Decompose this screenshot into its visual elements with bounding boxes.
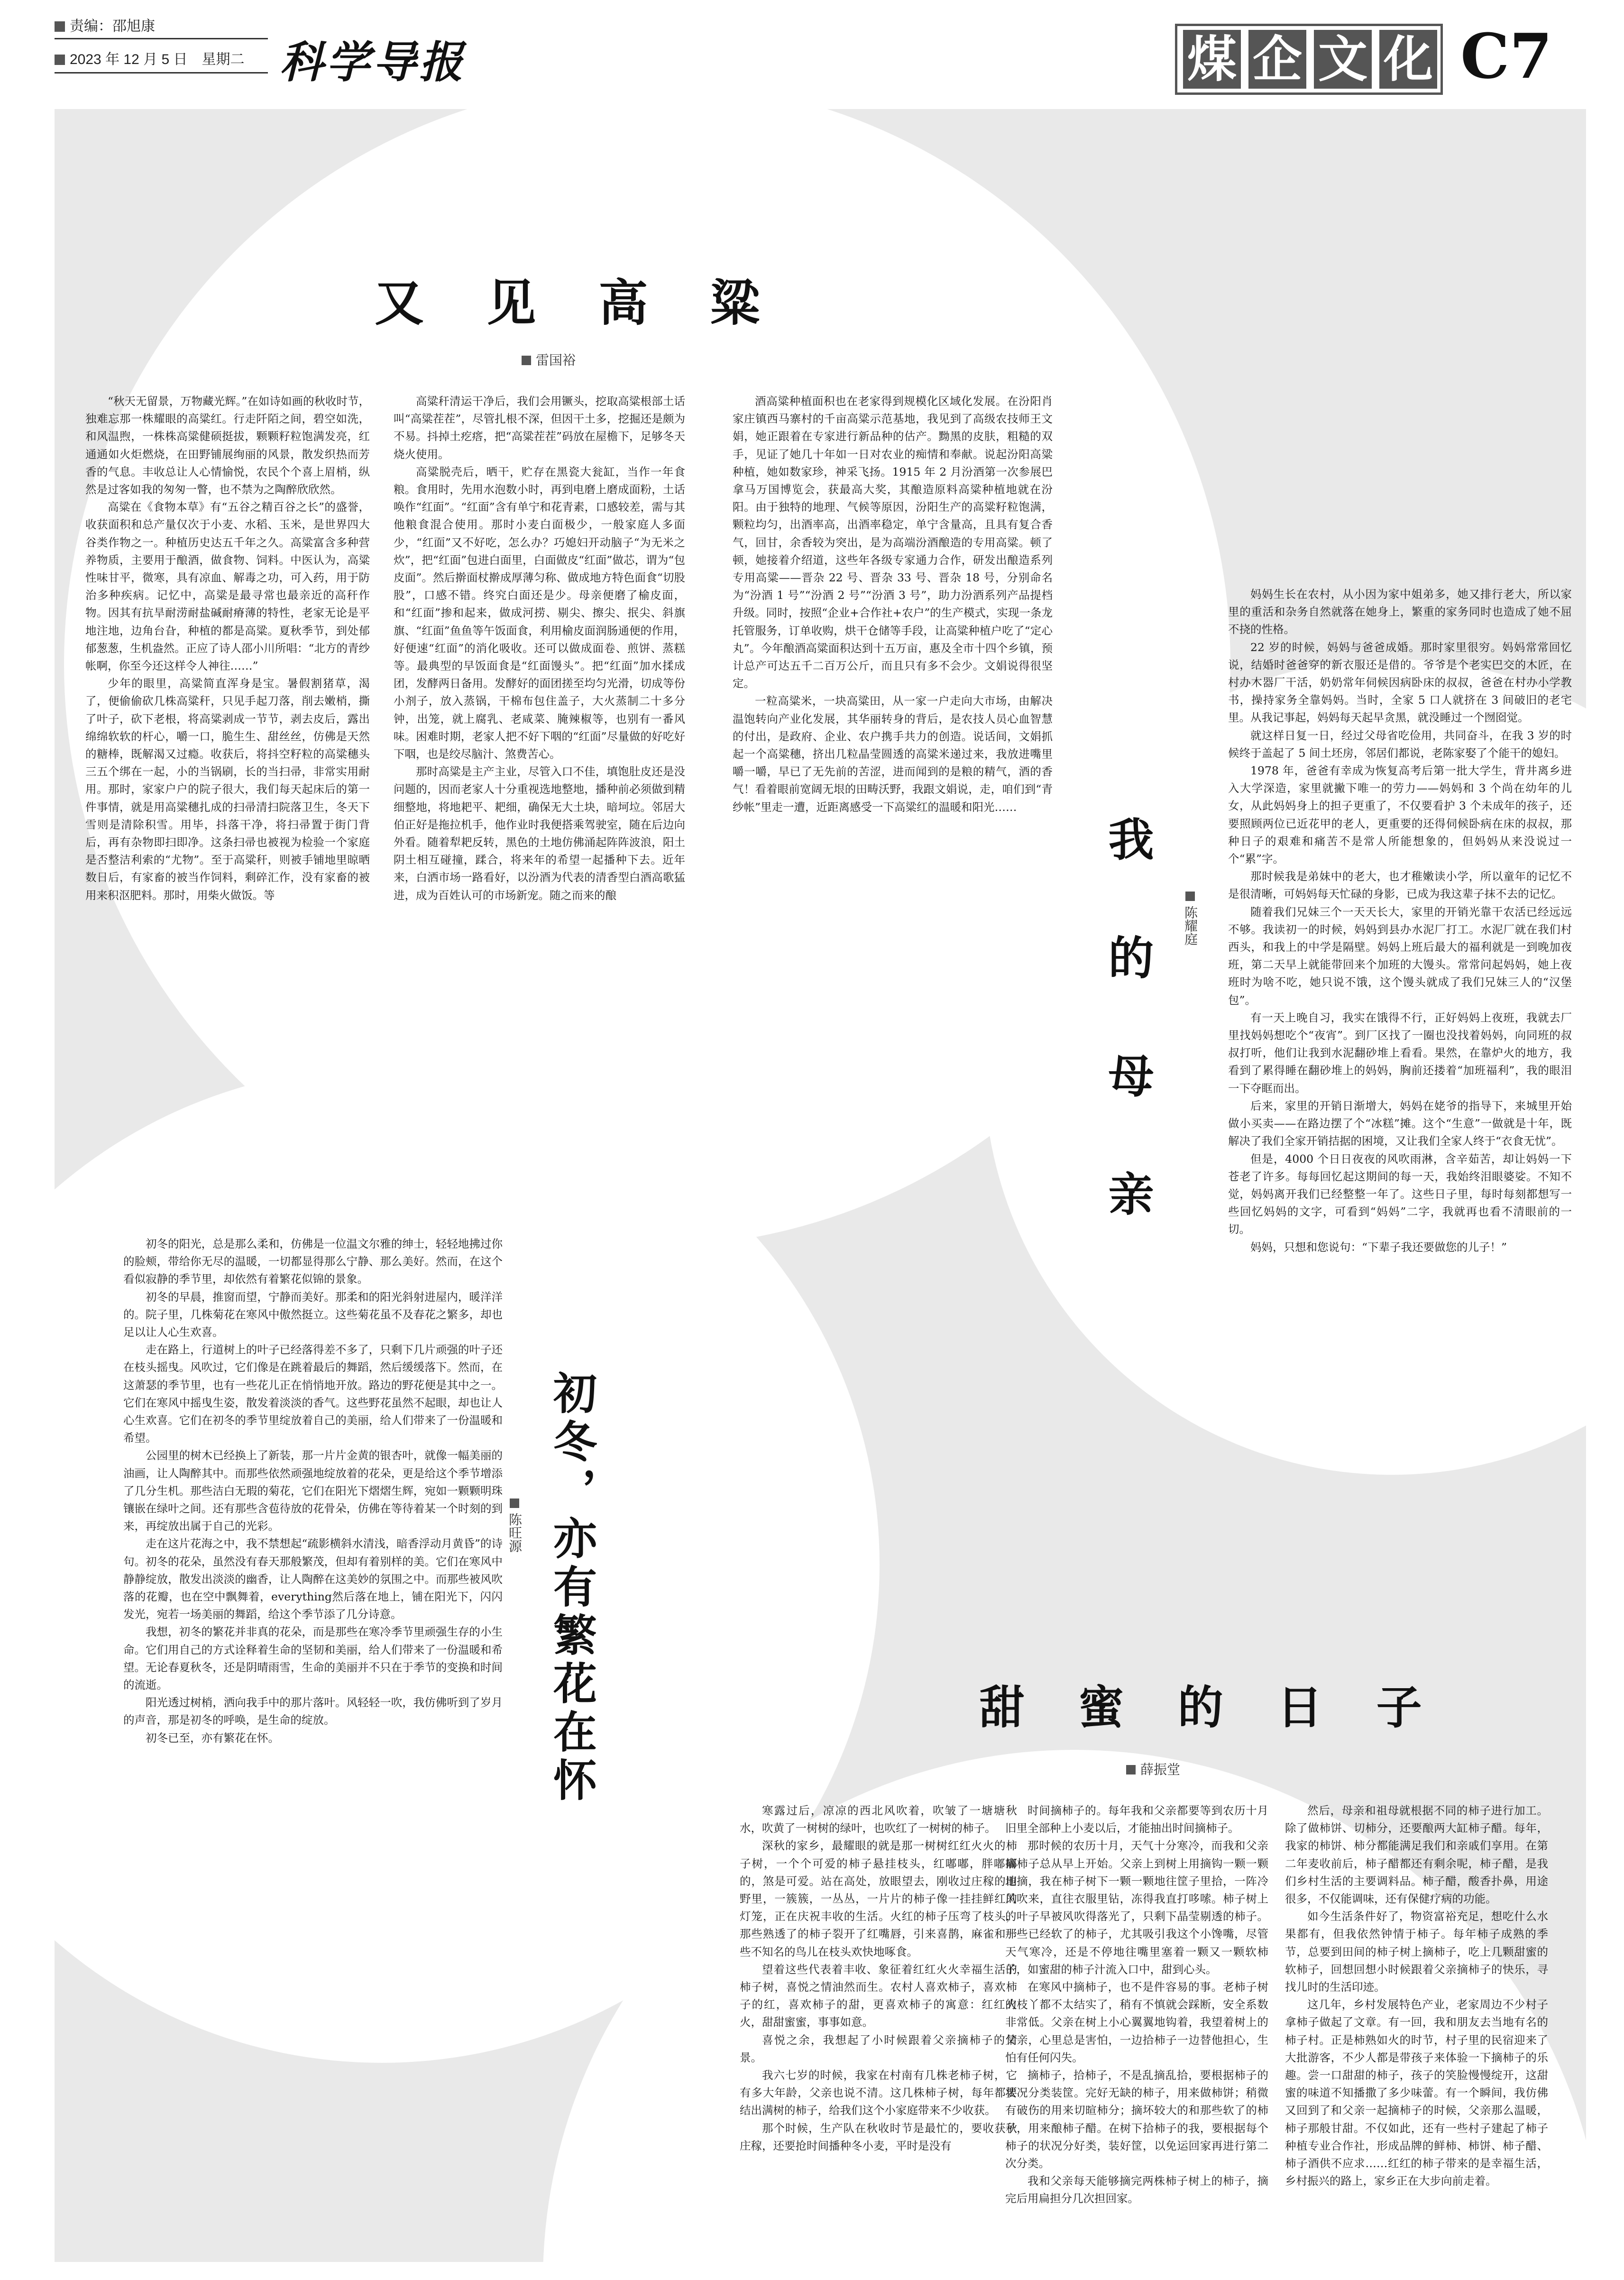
article-column: 酒高粱种植面积也在老家得到规模化区域化发展。在汾阳肖家庄镇西马寨村的千亩高粱示范基地，我见到了高级农技师王文娟，她正跟着在专家进行新品种的估产。黝黑的皮肤，粗糙的双手，见证了她几十年如一日对农业的痴情和奉献。说起汾阳高粱种植，她如数家珍，神采飞扬。1915 年 2 月汾酒第一次参展巴拿马万国博览会，获最高大奖，其酿造原料高粱种植地就在汾阳。由于独特的地理、气候等原因，汾阳生产的高粱籽粒饱满，颗粒均匀，出酒率高，出酒率稳定，单宁含量高，且具有复合香气，回甘，余香较为突出，是为高端汾酒酿造的专用高粱。顿了顿，她接着介绍道，这些年各级专家通力合作，研发出酿造系列专用高粱——晋杂 22 号、晋杂 33 号、晋杂 18 号，分别命名为“汾酒 1 号”“汾酒 2 号”“汾酒 3 号”，助力汾酒系列产品提档升级。同时，按照“企业+合作社+农户”的生产模式，实现一条龙托管服务，订单收购，烘干仓储等手段，让高粱种植户吃了“定心丸”。今年酿酒高粱面积达到十五万亩，惠及全市十四个乡镇，预计总产可达五千二百万公斤，而且只有多不会少。文娟说得很坚定。 一粒高粱米，一块高粱田，从一家一户走向大市场，由解决温饱转向产业化发展，其华丽转身的背后，是农技人员心血智慧的付出，是政府、企业、农户携手共力的创造。说话间，文娟抓起一个高粱穗，挤出几粒晶莹圆透的高粱米递过来，我放进嘴里嚼一嚼，早已了无先前的苦涩，进而闻到的是粮的精气，酒的香气！看着眼前宽阔无垠的田畴沃野，我跟文娟说，走，咱们到“青纱帐”里走一遭，近距离感受一下高粱红的温暖和阳光…… [733, 395, 1053, 814]
article-title-chudong: 初冬，亦有繁花在怀 [546, 1370, 597, 1806]
header-rule [55, 38, 268, 39]
bullet-square-icon [1126, 1765, 1136, 1774]
byline-chudong: 陈旺源 [505, 1499, 524, 1553]
byline-muqin: 陈耀庭 [1181, 892, 1200, 946]
page-number: C7 [1460, 20, 1552, 92]
article-title-tianmi: 甜 蜜 的 日 子 [979, 1681, 1441, 1734]
header-rule [55, 72, 268, 74]
editor-line: 责编：邵旭康 [55, 14, 155, 35]
bullet-square-icon [55, 21, 65, 32]
byline-tianmi: 薛振堂 [1126, 1759, 1180, 1778]
section-char: 文 [1314, 30, 1372, 89]
article-column: “秋天无留景，万物藏光辉。”在如诗如画的秋收时节，独难忘那一株耀眼的高粱红。行走阡陌之间，碧空如洗，和风温煦，一株株高粱健硕挺拔，颗颗籽粒饱满发亮，红通通如火炬燃烧，在田野铺展绚丽的风景，散发织热而芳香的气息。丰收总让人心情愉悦，农民个个喜上眉梢，纵然是过客如我的匆匆一瞥，也不禁为之陶醉欣欣然。 高粱在《食物本草》有“五谷之精百谷之长”的盛誉，收获面积和总产量仅次于小麦、水稻、玉米，是世界四大谷类作物之一。种植历史达五千年之久。高粱富含多种营养物质，主要用于酿酒，做食物、饲料。中医认为，高粱性味甘平，微寒，具有凉血、解毒之功，可入药，用于防治多种疾病。记忆中，高粱是最寻常也最亲近的高秆作物。因其有抗旱耐涝耐盐碱耐瘠薄的特性，老家无论是平地注地，边角台旮，种植的都是高粱。夏秋季节，到处郁郁葱葱，生机盎然。正应了诗人邵小川所唱：“北方的青纱帐啊，你至今还这样令人神往……” 少年的眼里，高粱简直浑身是宝。暑假割猪草，渴了，便偷偷砍几株高粱秆，只见手起刀落，削去嫩梢，撕了叶子，砍下老根，将高粱剥成一节节，剥去皮后，露出绵绵软软的杆心，嚼一口，脆生生、甜丝丝，仿佛是天然的糖棒，既解渴又过瘾。收获后，将抖空籽粒的高粱穗头三五个绑在一起，小的当锅刷，长的当扫帚，非常实用耐用。那时，家家户户的院子很大，我们每天起床后的第一件事情，就是用高粱穗扎成的扫帚清扫院落卫生，冬天下雪则是清除积雪。用毕，抖落干净，将扫帚置于街门背后，再有杂物即扫即净。这条扫帚也被视为检验一个家庭是否整洁利索的“尤物”。至于高粱秆，则被手铺地里晾晒数日后，有家畜的被当作饲料，剩碎汇作，没有家畜的被用来积沤肥料。那时，用柴火做饭。等 [85, 395, 370, 902]
article-column: 初冬的阳光，总是那么柔和，仿佛是一位温文尔雅的绅士，轻轻地拂过你的脸颊，带给你无尽的温暖，一切都显得那么宁静、那么美好。然而，在这个看似寂静的季节里，却依然有着繁花似锦的景象。 初冬的早晨，推窗而望，宁静而美好。那柔和的阳光斜射进屋内，暖洋洋的。院子里，几株菊花在寒风中傲然挺立。这些菊花虽不及春花之繁多，却也足以让人心生欢喜。 走在路上，行道树上的叶子已经落得差不多了，只剩下几片顽强的叶子还在枝头摇曳。风吹过，它们像是在跳着最后的舞蹈，然后缓缓落下。然而，在这萧瑟的季节里，也有一些花儿正在悄悄地开放。路边的野花便是其中之一。它们在寒风中摇曳生姿，散发着淡淡的香气。这些野花虽然不起眼，却也让人心生欢喜。它们在初冬的季节里绽放着自己的美丽，给人们带来了一份温暖和希望。 公园里的树木已经换上了新装，那一片片金黄的银杏叶，就像一幅美丽的油画，让人陶醉其中。而那些依然顽强地绽放着的花朵，更是给这个季节增添了几分生机。那些洁白无瑕的菊花，它们在阳光下熠熠生辉，宛如一颗颗明珠镶嵌在绿叶之间。还有那些含苞待放的花骨朵，仿佛在等待着某一个时刻的到来，再绽放出属于自己的光彩。 走在这片花海之中，我不禁想起“疏影横斜水清浅，暗香浮动月黄昏”的诗句。初冬的花朵，虽然没有春天那般繁茂，但却有着别样的美。它们在寒风中静静绽放，散发出淡淡的幽香，让人陶醉在这美妙的氛围之中。而那些被风吹落的花瓣，也在空中飘舞着，everything然后落在地上，铺在阳光下，闪闪发光，宛若一场美丽的舞蹈，给这个季节添了几分诗意。 我想，初冬的繁花并非真的花朵，而是那些在寒冷季节里顽强生存的小生命。它们用自己的方式诠释着生命的坚韧和美丽，给人们带来了一份温暖和希望。无论春夏秋冬，还是阴晴雨雪，生命的美丽并不只在于季节的变换和时间的流逝。 阳光透过树梢，洒向我手中的那片落叶。风轻轻一吹，我仿佛听到了岁月的声音，那是初冬的呼唤，是生命的绽放。 初冬已至，亦有繁花在怀。 [123, 1237, 503, 1745]
bullet-square-icon [510, 1499, 519, 1508]
article-column: 妈妈生长在农村，从小因为家中姐弟多，她又排行老大，所以家里的重活和杂务自然就落在她身上，繁重的家务同时也造成了她不屈不挠的性格。 22 岁的时候，妈妈与爸爸成婚。那时家里很穷。妈妈常常回忆说，结婚时爸爸穿的新衣服还是借的。爷爷是个老实巴交的木匠，在村办木器厂干活，奶奶常年伺候因病卧床的叔叔，爸爸在村办小学教书，操持家务全靠妈妈。当时，全家 5 口人就挤在 3 间破旧的老宅里。从我记事起，妈妈每天起早贪黑，就没睡过一个囫囵觉。 就这样日复一日，经过父母省吃俭用，共同奋斗，在我 3 岁的时候终于盖起了 5 间土坯房，邻居们都说，老陈家娶了个能干的媳妇。 1978 年，爸爸有幸成为恢复高考后第一批大学生，背井离乡进入大学深造，家里就撇下唯一的劳力——妈妈和 3 个尚在幼年的儿女，从此妈妈身上的担子更重了，不仅要看护 3 个未成年的孩子，还要照顾两位已近花甲的老人，更重要的还得伺候卧病在床的叔叔，那种日子的艰难和痛苦不是常人所能想象的，但妈妈从来没说过一个“累”字。 那时候我是弟妹中的老大，也才稚嫩读小学，所以童年的记忆不是很清晰，可妈妈每天忙碌的身影，已成为我这辈子抹不去的记忆。 随着我们兄妹三个一天天长大，家里的开销光靠干农活已经远远不够。我读初一的时候，妈妈到县办水泥厂打工。水泥厂就在我们村西头，和我上的中学是隔壁。妈妈上班后最大的福利就是一到晚加夜班，第二天早上就能带回来个加班的大馒头。常常问起妈妈，她上夜班时为啥不吃，她只说不饿，这个馒头就成了我们兄妹三人的“汉堡包”。 有一天上晚自习，我实在饿得不行，正好妈妈上夜班，我就去厂里找妈妈想吃个“夜宵”。到厂区找了一圈也没找着妈妈，向同班的叔叔打听，他们让我到水泥翻砂堆上看看。果然，在靠炉火的地方，我看到了累得睡在翻砂堆上的妈妈，胸前还搂着“加班福利”，我的眼泪一下夺眶而出。 后来，家里的开销日渐增大，妈妈在姥爷的指导下，来城里开始做小买卖——在路边摆了个“冰糕”摊。这个“生意”一做就是十年，既解决了我们全家开销拮据的困境，又让我们全家人终于“衣食无忧”。 但是，4000 个日日夜夜的风吹雨淋，含辛茹苦，却让妈妈一下苍老了许多。每每回忆起这期间的每一天，我始终泪眼婆娑。不知不觉，妈妈离开我们已经整整一年了。这些日子里，每时每刻都想写一些回忆妈妈的文字，可看到“妈妈”二字，我就再也看不清眼前的一切。 妈妈，只想和您说句：“下辈子我还要做您的儿子！” [1228, 588, 1572, 1254]
byline-gaoliang: 雷国裕 [522, 350, 576, 369]
article-column: 高粱秆清运干净后，我们会用镢头，挖取高粱根部土话叫“高粱茬茬”，尽管扎根不深，但因干土多，挖掘还是颇为不易。抖掉土疙瘩，把“高粱茬茬”码放在屋檐下，足够冬天烧火使用。 高粱脱壳后，晒干，贮存在黑瓷大瓮缸，当作一年食粮。食用时，先用水泡数小时，再到电磨上磨成面粉，土话唤作“红面”。“红面”含有单宁和花青素，口感较差，需与其他粮食混合使用。那时小麦白面极少，一般家庭人多面少，“红面”又不好吃，怎么办？巧媳妇开动脑子“为无米之炊”，把“红面”包进白面里，白面做皮“红面”做芯，谓为“包皮面”。然后擀面杖擀成厚薄匀称、做成地方特色面食“切股股”，口感不错。终究白面还是少。母亲便磨了榆皮面，和“红面”掺和起来，做成河捞、剔尖、擦尖、抿尖、斜旗旗、“红面”鱼鱼等午饭面食，利用榆皮面润肠通便的作用，好便速“红面”的消化吸收。还可以做成面卷、煎饼、蒸糕等。最典型的早饭面食是“红面馒头”。把“红面”加水揉成团，发酵两日备用。发酵好的面团搓至均匀光滑，切成等份小剂子，放入蒸锅，干棉布包住盖子，大火蒸制二十多分钟，出笼，就上腐乳、老咸菜、腌辣椒等，也别有一番风味。困难时期，老家人把不好下咽的“红面”尽量做的好吃好下咽，也是绞尽脑汁、煞费苦心。 那时高粱是主产主业，尽管入口不佳，填饱肚皮还是没问题的，因而老家人十分重视选地整地，播种前必须做到精细整地，将地耙平、耙细，确保无大土块，暗坷垃。邻居大伯正好是拖拉机手，他作业时我便搭乘驾驶室，随在后边向外看。随着犁耙反转，黑色的土地仿佛涌起阵阵波浪，阳土阴土相互碰撞，蹂合，将来年的希望一起播种下去。近年来，白洒市场一路看好，以汾酒为代表的清香型白酒高歌猛进，成为百姓认可的市场新宠。随之而来的酿 [394, 395, 685, 902]
article-title-muqin: 我 的 母 亲 [1101, 816, 1155, 1245]
section-char: 企 [1248, 30, 1306, 89]
section-title [1175, 24, 1443, 95]
article-column: 寒露过后，凉凉的西北风吹着，吹皱了一塘塘秋水，吹黄了一树树的绿叶，也吹红了一树树的柿子。 深秋的家乡，最耀眼的就是那一树树红红火火的柿子树，一个个可爱的柿子悬挂枝头，红嘟嘟，胖嘟嘟的，煞是可爱。站在高处，放眼望去，刚收过庄稼的田野里，一簇簇，一丛丛，一片片的柿子像一挂挂鲜红的灯笼，正在庆祝丰收的生活。火红的柿子压弯了枝头，那些熟透了的柿子裂开了红嘴唇，引来喜鹊，麻雀和一些不知名的鸟儿在枝头欢快地啄食。 望着这些代表着丰收、象征着红红火火幸福生活的柿子树，喜悦之情油然而生。农村人喜欢柿子，喜欢柿子的红，喜欢柿子的甜，更喜欢柿子的寓意：红红火火，甜甜蜜蜜，事事如意。 喜悦之余，我想起了小时候跟着父亲摘柿子的情景。 我六七岁的时候，我家在村南有几株老柿子树，它有多大年龄，父亲也说不清。这几株柿子树，每年都要结出满树的柿子，给我们这个小家庭带来不少收获。 那个时候，生产队在秋收时节是最忙的，要收获秋庄稼，还要抢时间播种冬小麦，平时是没有 [740, 1804, 1017, 2152]
article-title-gaoliang: 又 见 高 粱 [375, 274, 783, 332]
bullet-square-icon [1185, 892, 1195, 901]
bullet-square-icon [55, 55, 65, 65]
article-column: 然后，母亲和祖母就根据不同的柿子进行加工。除了做柿饼、切柿分，还要酿两大缸柿子醋。每年，我家的柿饼、柿分都能满足我们和亲戚们享用。在第二年麦收前后，柿子醋都还有剩余呢，柿子醋，是我们乡村生活的主要调料品。柿子醋，酸香扑鼻，用途很多，不仅能调味，还有保健疗病的功能。 如今生活条件好了，物资富裕充足，想吃什么水果都有，但我依然钟情于柿子。每年柿子成熟的季节，总要到田间的柿子树上摘柿子，吃上几颗甜蜜的软柿子，回想回想小时候跟着父亲摘柿子的快乐，寻找儿时的生活印迹。 这几年，乡村发展特色产业，老家周边不少村子拿柿子做起了文章。有一回，我和朋友去当地有名的柿子村。正是柿熟如火的时节，村子里的民宿迎来了大批游客，不少人都是带孩子来体验一下摘柿子的乐趣。尝一口甜甜的柿子，孩子的笑脸慢慢绽开，这甜蜜的味道不知播撒了多少味蕾。有一个瞬间，我仿佛又回到了和父亲一起摘柿子的时候，父亲那么温暖，柿子那般甘甜。不仅如此，还有一些村子建起了柿子种植专业合作社，形成品牌的鲜柿、柿饼、柿子醋、柿子酒供不应求……红红的柿子带来的是幸福生活，乡村振兴的路上，家乡正在大步向前走着。 [1285, 1804, 1548, 2188]
article-column: 时间摘柿子的。每年我和父亲都要等到农历十月旧里全部种上小麦以后，才能抽出时间摘柿子。 那时候的农历十月，天气十分寒冷，而我和父亲摘柿子总从早上开始。父亲上到树上用摘钩一颗一颗地摘，我在柿子树下一颗一颗地往筐子里拾，一阵冷风吹来，直往衣服里钻，冻得我直打哆嗦。柿子树上的叶子早被风吹得落光了，只剩下晶莹剔透的柿子。那些已经软了的柿子，尤其吸引我这个小馋嘴，尽管天气寒冷，还是不停地往嘴里塞着一颗又一颗软柿子，如蜜甜的柿子汁流入口中，甜到心头。 在寒风中摘柿子，也不是件容易的事。老柿子树的枝丫都不太结实了，稍有不慎就会踩断，安全系数非常低。父亲在树上小心翼翼地钩着，我望着树上的父亲，心里总是害怕，一边拾柿子一边替他担心，生怕有任何闪失。 摘柿子，拾柿子，不是乱摘乱拾，要根据柿子的状况分类装筐。完好无缺的柿子，用来做柿饼；稍微有破伤的用来切暄柿分；摘坏较大的和那些软了的柿子，用来酿柿子醋。在树下拾柿子的我，要根据每个柿子的状况分好类，装好筐，以免运回家再进行第二次分类。 我和父亲每天能够摘完两株柿子树上的柿子，摘完后用扁担分几次担回家。 [1005, 1804, 1268, 2206]
date-line: 2023 年 12 月 5 日 星期二 [55, 47, 244, 68]
bullet-square-icon [522, 356, 531, 365]
section-char: 化 [1379, 30, 1437, 89]
section-char: 煤 [1183, 30, 1241, 89]
newspaper-logo: 科学导报 [280, 37, 466, 88]
